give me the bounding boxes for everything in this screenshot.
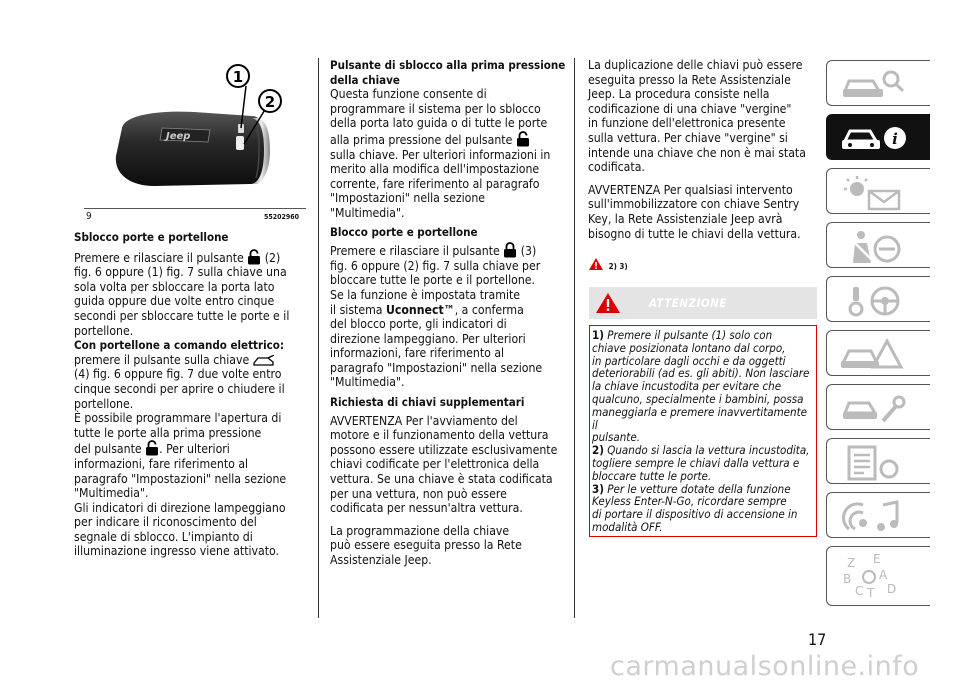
text: in particolare dagli occhi e da oggetti [592, 353, 786, 368]
multimedia-music-icon [839, 499, 909, 535]
text: per una vettura, non può essere [330, 486, 507, 501]
text: informazioni, fare riferimento al [330, 346, 505, 361]
text: fig. 6 oppure (2) fig. 7 sulla chiave per [330, 258, 541, 273]
text: la chiave incustodita per evitare che [592, 379, 782, 394]
index-letter: E [873, 553, 881, 566]
text: qualcuno, specialmente i bambini, possa [592, 391, 804, 406]
column-2 [330, 58, 570, 568]
car-breakdown-icon [839, 337, 909, 373]
warning-refs [588, 254, 628, 273]
text: Se la funzione è impostata tramite [330, 287, 521, 302]
text: in funzione dell'elettronica presente [588, 116, 786, 131]
heading-lock: Blocco porte e portellone [330, 224, 478, 239]
text: secondi per sbloccare tutte le porte e il [74, 308, 290, 323]
note-number: 2) [592, 443, 604, 458]
column-divider [574, 58, 575, 618]
text: illuminazione ingresso viene attivato. [74, 544, 280, 559]
text: (3) [520, 244, 537, 259]
text: È possibile programmare l'apertura di [74, 411, 282, 426]
text: chiave posizionata lontano dal corpo, [592, 340, 786, 355]
text: segnale di sblocco. L'impianto di [74, 529, 253, 544]
page-number: 17 [808, 630, 827, 649]
text: . Per ulteriori [159, 442, 230, 457]
car-search-icon [839, 67, 909, 103]
text: Per le vetture dotate della funzione [607, 481, 791, 496]
unlock-icon [516, 131, 530, 147]
text: Gli indicatori di direzione lampeggiano [74, 500, 286, 515]
column-3 [588, 58, 820, 241]
unlock-icon [145, 440, 159, 456]
tab-car-info[interactable] [826, 114, 930, 160]
text: "Multimedia". [330, 205, 405, 220]
tab-safety[interactable] [826, 222, 930, 268]
callout-2: 2 [264, 93, 276, 111]
text: deteriorabili (ad es. gli abiti). Non lasciare [592, 366, 810, 381]
text: del blocco porte, gli indicatori di [330, 317, 507, 332]
wrench-service-icon [839, 391, 909, 427]
text: togliere sempre le chiavi dalla vettura e [592, 455, 800, 470]
text: sulla chiave. Per ulteriori informazioni in [330, 147, 551, 162]
text: AVVERTENZA Per qualsiasi intervento [588, 182, 793, 197]
key-fob-figure [84, 58, 306, 206]
text: motore e il funzionamento della vettura [330, 428, 549, 443]
tab-emergency[interactable] [826, 330, 930, 376]
unlock-icon [247, 249, 261, 265]
text: di portare il dispositivo di accensione in [592, 507, 798, 522]
text: per indicare il riconoscimento del [74, 515, 257, 530]
text: Assistenziale Jeep. [330, 553, 432, 567]
text: alla prima pressione del pulsante [330, 132, 513, 147]
warning-triangle-icon [595, 292, 621, 314]
tab-warning-lights[interactable] [826, 168, 930, 214]
text: premere il pulsante sulla chiave [74, 352, 250, 367]
attention-header [589, 287, 817, 319]
text: pulsante. [592, 430, 640, 445]
text: codificata per nessun'altra vettura. [330, 501, 523, 516]
text: portellone. [74, 323, 134, 338]
text: sull'immobilizzatore con chiave Sentry [588, 197, 800, 212]
text: maneggiarla e premere inavvertitamente il [592, 404, 808, 432]
figure-caption-rule [84, 208, 306, 209]
attention-notes [592, 329, 816, 534]
car-info-icon [839, 121, 909, 157]
attention-title: ATTENZIONE [649, 296, 727, 310]
text: (2) [264, 250, 281, 265]
svg-text:i: i [892, 130, 898, 148]
text: La programmazione della chiave [330, 523, 510, 538]
text: paragrafo "Impostazioni" nella sezione [330, 360, 543, 375]
text: , a conferma [454, 302, 524, 317]
figure-number: 9 [86, 211, 92, 222]
text: Quando si lascia la vettura incustodita, [607, 443, 810, 458]
tab-specifications[interactable] [826, 438, 930, 484]
text: può essere eseguita presso la Rete [330, 538, 522, 553]
text: guida oppure due volte entro cinque [74, 294, 275, 309]
text: Questa funzione consente di [330, 87, 487, 102]
text: possono essere utilizzate esclusivamente [330, 442, 558, 457]
text: Premere il pulsante (1) solo con [607, 328, 773, 342]
index-letter: T [867, 586, 875, 600]
text: fig. 6 oppure (1) fig. 7 sulla chiave una [74, 265, 287, 280]
note-number: 3) [592, 481, 604, 496]
key-steering-wheel-icon [839, 283, 909, 319]
text: Premere e rilasciare il pulsante [330, 244, 500, 259]
index-letter: C [855, 584, 864, 598]
lock-icon [503, 242, 517, 258]
text: programmare il sistema per lo sblocco [330, 101, 541, 116]
text: corrente, fare riferimento al paragrafo [330, 176, 540, 191]
text: "Impostazioni" nella sezione [330, 191, 486, 206]
figure-code: 55202960 [264, 213, 300, 221]
text: il sistema [330, 302, 386, 317]
warning-triangle-icon [588, 257, 604, 271]
text: Jeep. La procedura consiste nella [588, 87, 770, 102]
text: Keyless Enter-N-Go, ricordare sempre [592, 494, 787, 509]
tab-maintenance[interactable] [826, 384, 930, 430]
text: bloccare tutte le porte e il portellone. [330, 273, 536, 288]
tailgate-icon [253, 355, 275, 367]
note-number: 1) [592, 328, 604, 342]
text: "Multimedia". [74, 486, 149, 501]
heading-unlock: Sblocco porte e portellone [74, 230, 229, 244]
index-letter: A [879, 568, 888, 582]
uconnect-brand: Uconnect™ [385, 302, 455, 317]
watermark: carmanualsonline.info [610, 651, 920, 682]
text: codificata. [588, 160, 645, 175]
tab-multimedia[interactable] [826, 492, 930, 538]
text: tutte le porte alla prima pressione [74, 425, 262, 440]
text: La duplicazione delle chiavi può essere [588, 58, 803, 72]
text: codificazione di una chiave "vergine" [588, 101, 792, 116]
heading-electric-tailgate: Con portellone a comando elettrico: [74, 338, 284, 353]
heading-first-press-unlock-2: della chiave [330, 72, 400, 87]
text: sulla vettura. Per chiave "vergine" si [588, 130, 788, 145]
key-brand-logo: Jeep [166, 131, 191, 142]
text: del pulsante [74, 442, 142, 457]
text: della porta lato guida o di tutte le porte [330, 116, 548, 131]
warning-lights-message-icon [839, 175, 909, 211]
text: eseguita presso la Rete Assistenziale [588, 72, 791, 87]
text: direzione lampeggiano. Per ulteriori [330, 331, 526, 346]
callout-1: 1 [232, 68, 244, 86]
alphabetical-index-icon [839, 553, 919, 605]
text: portellone. [74, 396, 134, 411]
tab-index[interactable] [826, 546, 930, 606]
text: bisogno di tutte le chiavi della vettura. [588, 226, 801, 241]
index-letter: Z [847, 556, 856, 570]
text: Key, la Rete Assistenziale Jeep avrà [588, 211, 783, 226]
text: chiavi codificate per l'elettronica della [330, 457, 540, 472]
tab-car-search[interactable] [826, 60, 930, 106]
seatbelt-airbag-icon [839, 229, 909, 265]
text: modalità OFF. [592, 519, 663, 534]
text: AVVERTENZA Per l'avviamento del [330, 413, 518, 428]
text: merito alla modifica dell'impostazione [330, 162, 540, 177]
text: informazioni, fare riferimento al [74, 456, 249, 471]
heading-first-press-unlock: Pulsante di sblocco alla prima pressione [330, 58, 566, 72]
column-1 [74, 230, 314, 559]
text: bloccare tutte le porte. [592, 468, 712, 483]
text: intende una chiave che non è mai stata [588, 145, 806, 160]
heading-extra-keys: Richiesta di chiavi supplementari [330, 395, 525, 410]
specifications-list-icon [839, 445, 909, 481]
index-letter: B [843, 572, 852, 586]
text: (4) fig. 6 oppure fig. 7 due volte entro [74, 367, 282, 382]
text: sola volta per sbloccare la porta lato [74, 279, 275, 294]
text: Premere e rilasciare il pulsante [74, 250, 244, 265]
text: paragrafo "Impostazioni" nella sezione [74, 471, 287, 486]
text: "Multimedia". [330, 375, 405, 390]
tab-start-drive[interactable] [826, 276, 930, 322]
text: cinque secondi per aprire o chiudere il [74, 381, 285, 396]
column-divider [318, 58, 319, 618]
warning-ref-numbers: 2) 3) [608, 262, 628, 271]
index-letter: D [887, 582, 897, 596]
text: vettura. Se una chiave è stata codificata [330, 472, 553, 487]
